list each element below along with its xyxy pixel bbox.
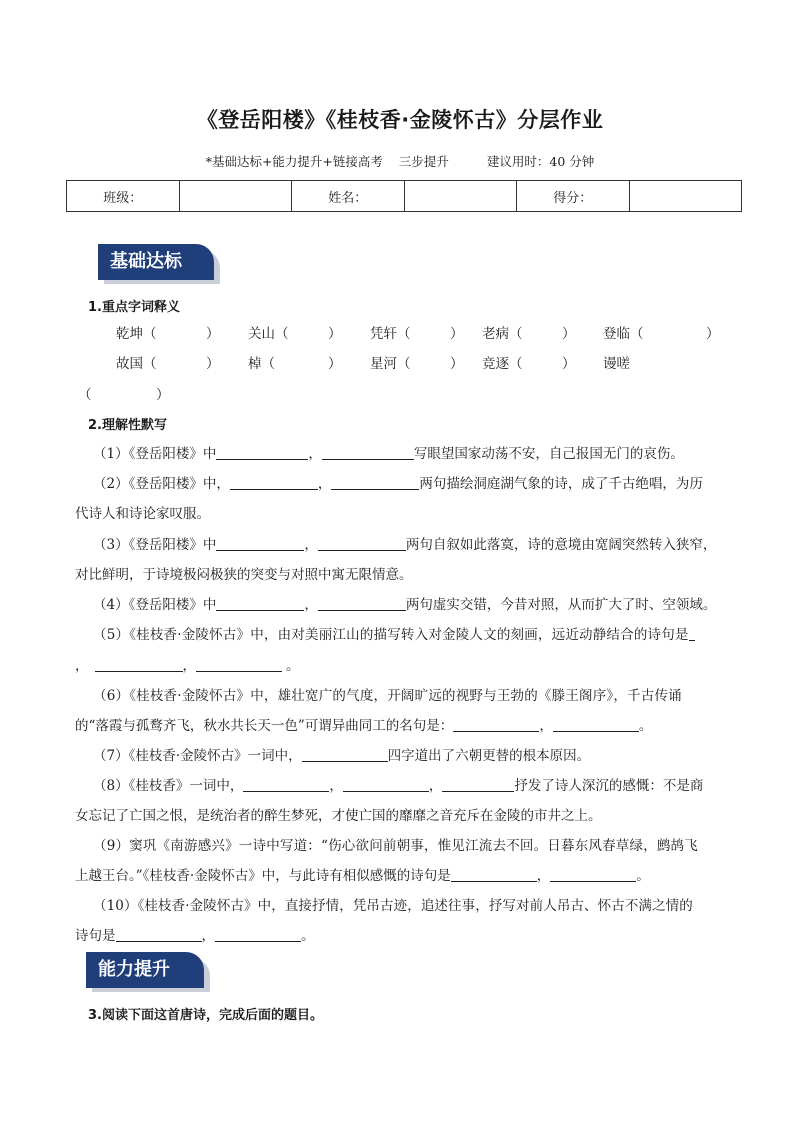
question-3-heading: 3.阅读下面这首唐诗，完成后面的题目。 xyxy=(88,1008,323,1023)
item-text: 上越王台。”《桂枝香·金陵怀古》中，与此诗有相似感慨的诗句是 xyxy=(75,868,451,884)
item-text: 抒发了诗人深沉的感慨：不是商 xyxy=(514,778,704,794)
subtitle-tagline: *基础达标+能力提升+链接高考 xyxy=(205,154,383,169)
item-text: 。 xyxy=(301,928,315,944)
vocab-term: 棹（ xyxy=(248,356,275,372)
answer-blank[interactable] xyxy=(331,475,419,490)
recitation-item-continued xyxy=(75,924,315,944)
vocab-paren: ） xyxy=(206,356,220,372)
item-text: 诗句是 xyxy=(75,928,116,944)
item-text: ， xyxy=(75,658,89,674)
item-text: （4）《登岳阳楼》中 xyxy=(93,597,217,613)
item-text: （8）《桂枝香》一词中， xyxy=(93,778,244,794)
class-field[interactable] xyxy=(179,181,292,212)
recitation-item xyxy=(93,774,703,794)
item-text: （5）《桂枝香·金陵怀古》中，由对美丽江山的描写转入对金陵人文的刻画，远近动静结合的诗句是 xyxy=(93,627,689,643)
recitation-item xyxy=(93,593,716,613)
question-1-heading: 1.重点字词释义 xyxy=(88,300,180,315)
answer-blank[interactable] xyxy=(216,596,304,611)
item-text: 。 xyxy=(638,718,653,734)
item-text: 写眼望国家动荡不安，自己报国无门的哀伤。 xyxy=(413,446,684,462)
subtitle-steps: 三步提升 xyxy=(398,154,449,169)
section-label: 基础达标 xyxy=(110,251,182,272)
vocab-paren: ） xyxy=(450,326,464,342)
item-text: ， xyxy=(536,868,551,884)
item-text: ， xyxy=(304,537,318,553)
score-label: 得分： xyxy=(517,181,630,212)
section-badge-basic xyxy=(98,244,214,280)
item-text: 两句描绘洞庭湖气象的诗，成了千古绝唱，为历 xyxy=(419,476,703,492)
answer-blank[interactable] xyxy=(453,717,539,732)
answer-blank[interactable] xyxy=(689,626,695,641)
item-text: 四字道出了六朝更替的根本原因。 xyxy=(387,748,591,764)
page-title: 《登岳阳楼》《桂枝香·金陵怀古》分层作业 xyxy=(196,108,604,132)
recitation-item: （6）《桂枝香·金陵怀古》中，雄壮宽广的气度，开阔旷远的视野与王勃的《滕王阁序》，千古传诵 xyxy=(93,688,682,704)
recitation-item xyxy=(93,442,684,462)
item-text: ， xyxy=(539,718,553,734)
recitation-item xyxy=(93,623,695,643)
section-badge-ability xyxy=(86,952,204,988)
vocab-term: 凭轩（ xyxy=(370,326,411,342)
answer-blank[interactable] xyxy=(318,536,406,551)
name-field[interactable] xyxy=(404,181,517,212)
recitation-item xyxy=(93,472,703,492)
answer-blank[interactable] xyxy=(216,536,304,551)
recitation-item-continued: 对比鲜明，于诗境极闷极狭的突变与对照中寓无限情意。 xyxy=(75,567,413,583)
recitation-item-continued: 代诗人和诗论家叹服。 xyxy=(75,506,210,522)
item-text: ， xyxy=(308,446,322,462)
answer-blank[interactable] xyxy=(243,777,329,792)
vocab-paren: ） xyxy=(450,356,464,372)
answer-blank[interactable] xyxy=(343,777,429,792)
vocab-term: 故国（ xyxy=(116,356,157,372)
answer-blank[interactable] xyxy=(215,927,301,942)
recitation-item-continued xyxy=(75,714,652,734)
item-text: ， xyxy=(201,928,215,944)
name-label: 姓名： xyxy=(292,181,405,212)
vocab-term: 老病（ xyxy=(482,326,523,342)
recitation-item: （9）窦巩《南游感兴》一诗中写道：“伤心欲问前朝事，惟见江流去不回。日暮东风春草绿，鹧鸪飞 xyxy=(93,838,698,854)
recitation-item-continued xyxy=(75,864,650,884)
vocab-paren: ） xyxy=(706,326,720,342)
answer-blank[interactable] xyxy=(116,927,202,942)
question-2-heading: 2.理解性默写 xyxy=(88,418,167,433)
subtitle-time: 建议用时：40 分钟 xyxy=(486,154,595,169)
item-text: 。 xyxy=(636,868,650,884)
student-info-table xyxy=(66,180,742,212)
answer-blank[interactable] xyxy=(318,596,406,611)
vocab-term: 竞逐（ xyxy=(482,356,523,372)
answer-blank[interactable] xyxy=(451,867,537,882)
vocab-paren: ） xyxy=(156,387,170,403)
answer-blank[interactable] xyxy=(322,445,414,460)
recitation-item xyxy=(93,744,590,764)
item-text: 两句虚实交错，今昔对照，从而扩大了时、空领域。 xyxy=(405,597,717,613)
score-field[interactable] xyxy=(629,181,742,212)
vocab-paren: ） xyxy=(328,356,342,372)
recitation-item-continued xyxy=(75,654,300,674)
answer-blank[interactable] xyxy=(216,445,308,460)
subtitle xyxy=(0,152,800,170)
answer-blank[interactable] xyxy=(553,717,639,732)
answer-blank[interactable] xyxy=(230,475,318,490)
item-text: （1）《登岳阳楼》中 xyxy=(93,446,217,462)
vocab-term: 乾坤（ xyxy=(116,326,157,342)
item-text: （2）《登岳阳楼》中， xyxy=(93,476,230,492)
recitation-item xyxy=(93,533,716,553)
answer-blank[interactable] xyxy=(95,657,183,672)
item-text: （3）《登岳阳楼》中 xyxy=(93,537,217,553)
vocab-term: 登临（ xyxy=(603,326,644,342)
class-label: 班级： xyxy=(67,181,180,212)
vocab-term: 谩嗟 xyxy=(603,356,630,372)
item-text: ， xyxy=(329,778,343,794)
section-label: 能力提升 xyxy=(98,959,170,980)
item-text: ， xyxy=(304,597,318,613)
recitation-item: （10）《桂枝香·金陵怀古》中，直接抒情，凭吊古迹，追述往事，抒写对前人吊古、怀古不满之情的 xyxy=(93,898,693,914)
vocab-paren: ） xyxy=(206,326,220,342)
answer-blank[interactable] xyxy=(550,867,636,882)
item-text: 。 xyxy=(286,658,300,674)
answer-blank[interactable] xyxy=(302,747,388,762)
item-text: ， xyxy=(428,778,443,794)
item-text: 的“落霞与孤鹜齐飞，秋水共长天一色”可谓异曲同工的名句是： xyxy=(75,718,454,734)
item-text: ， xyxy=(182,658,196,674)
vocab-paren: ） xyxy=(562,356,576,372)
item-text: （7）《桂枝香·金陵怀古》一词中， xyxy=(93,748,302,764)
vocab-term: 星河（ xyxy=(370,356,411,372)
vocab-paren: ） xyxy=(562,326,576,342)
item-text: 两句自叙如此落寞，诗的意境由宽阔突然转入狭窄， xyxy=(405,537,717,553)
vocab-paren: （ xyxy=(78,387,92,403)
vocab-paren: ） xyxy=(328,326,342,342)
recitation-item-continued: 女忘记了亡国之恨，是统治者的醉生梦死，才使亡国的靡靡之音充斥在金陵的市井之上。 xyxy=(75,808,602,824)
item-text: ， xyxy=(317,476,332,492)
answer-blank[interactable] xyxy=(442,777,514,792)
answer-blank[interactable] xyxy=(196,657,282,672)
vocab-term: 关山（ xyxy=(248,326,289,342)
